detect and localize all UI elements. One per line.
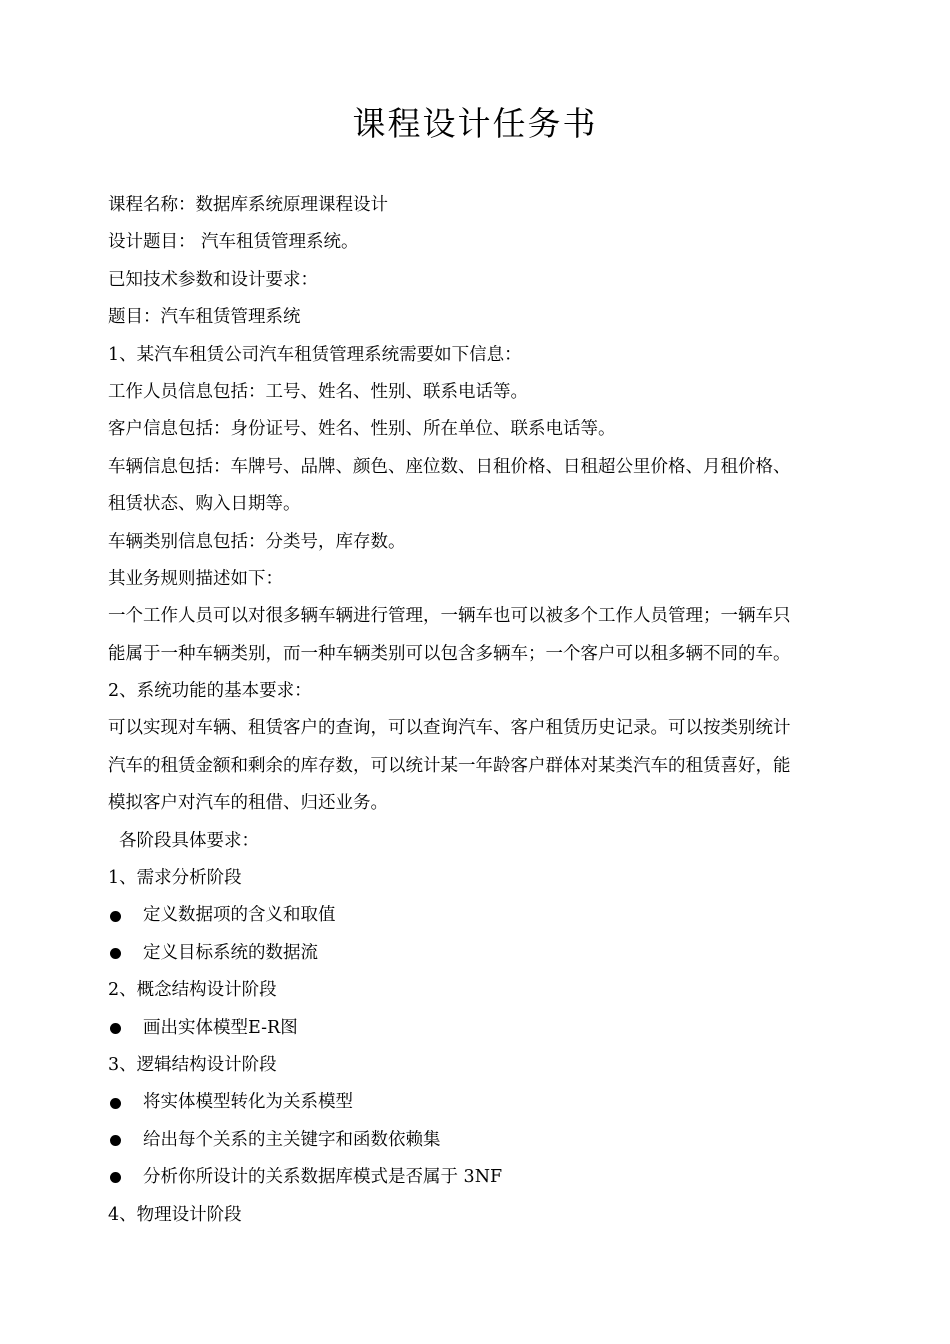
vehicle-info-line: 车辆信息包括：车牌号、品牌、颜色、座位数、日租价格、日租超公里价格、月租价格、 [108, 456, 791, 477]
bullet-icon [110, 948, 121, 959]
bullet-text: 分析你所设计的关系数据库模式是否属于 3NF [143, 1167, 503, 1188]
bullet-icon [110, 1023, 121, 1034]
function-req-line-3: 模拟客户对汽车的租借、归还业务。 [108, 793, 388, 814]
stage-2-heading: 2、概念结构设计阶段 [108, 980, 277, 1001]
topic-line: 题目：汽车租赁管理系统 [108, 307, 301, 328]
business-rules-line-2: 能属于一种车辆类别，而一种车辆类别可以包含多辆车；一个客户可以租多辆不同的车。 [108, 643, 791, 664]
bullet-text: 定义数据项的含义和取值 [143, 905, 336, 926]
staff-info-line: 工作人员信息包括：工号、姓名、性别、联系电话等。 [108, 381, 528, 402]
bullet-text: 定义目标系统的数据流 [143, 942, 318, 963]
bullet-text: 给出每个关系的主关键字和函数依赖集 [143, 1129, 441, 1150]
design-topic-line: 设计题目： 汽车租赁管理系统。 [108, 232, 359, 253]
section-1-heading: 1、某汽车租赁公司汽车租赁管理系统需要如下信息： [108, 344, 522, 365]
vehicle-info-line-cont: 租赁状态、购入日期等。 [108, 494, 301, 515]
bullet-icon [110, 1098, 121, 1109]
bullet-item [108, 1159, 860, 1196]
stage-3-heading: 3、逻辑结构设计阶段 [108, 1054, 277, 1075]
requirements-heading: 已知技术参数和设计要求： [108, 269, 318, 290]
bullet-item [108, 1010, 860, 1047]
bullet-item [108, 1084, 860, 1121]
bullet-icon [110, 911, 121, 922]
document-title: 课程设计任务书 [352, 104, 598, 143]
bullet-text: 画出实体模型E-R图 [143, 1017, 298, 1038]
bullet-item [108, 1122, 860, 1159]
section-2-heading: 2、系统功能的基本要求： [108, 681, 312, 702]
course-name-line: 课程名称：数据库系统原理课程设计 [108, 195, 388, 215]
stage-1-heading: 1、需求分析阶段 [108, 868, 242, 889]
function-req-line-1: 可以实现对车辆、租赁客户的查询，可以查询汽车、客户租赁历史记录。可以按类别统计 [108, 718, 791, 739]
document-body [108, 187, 860, 1234]
bullet-icon [110, 1172, 121, 1183]
bullet-item [108, 897, 860, 934]
stage-requirements-heading: 各阶段具体要求： [119, 830, 259, 851]
function-req-line-2: 汽车的租赁金额和剩余的库存数，可以统计某一年龄客户群体对某类汽车的租赁喜好，能 [108, 755, 791, 776]
stage-4-heading: 4、物理设计阶段 [108, 1204, 242, 1225]
business-rules-line-1: 一个工作人员可以对很多辆车辆进行管理，一辆车也可以被多个工作人员管理；一辆车只 [108, 606, 791, 627]
business-rules-heading: 其业务规则描述如下： [108, 568, 283, 589]
bullet-text: 将实体模型转化为关系模型 [143, 1092, 353, 1113]
customer-info-line: 客户信息包括：身份证号、姓名、性别、所在单位、联系电话等。 [108, 419, 616, 440]
vehicle-category-line: 车辆类别信息包括：分类号，库存数。 [108, 531, 406, 552]
bullet-icon [110, 1135, 121, 1146]
bullet-item [108, 935, 860, 972]
